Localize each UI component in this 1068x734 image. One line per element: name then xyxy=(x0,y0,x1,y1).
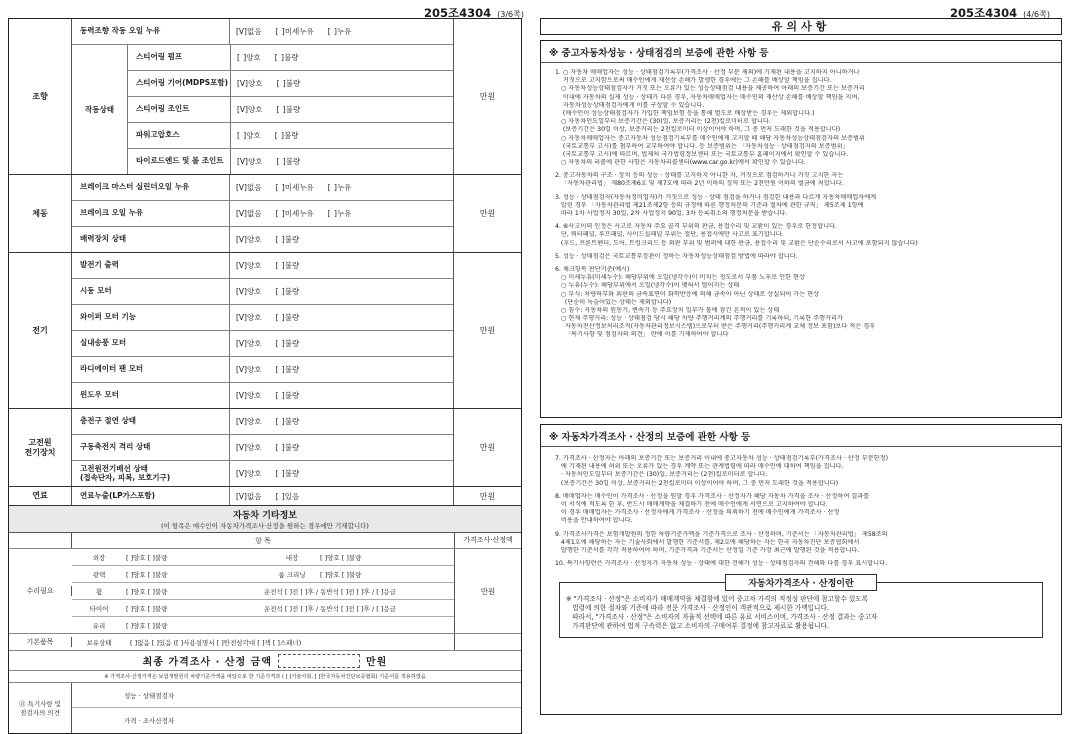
etc-basic-row xyxy=(9,634,521,651)
notice-line: 「자동차관리법」 제80조제6호 및 제7호에 따라 2년 이하의 징역 또는 2천만원 이하의 벌금에 처합니다. xyxy=(555,180,844,188)
check-option[interactable]: [ ]누유 xyxy=(327,27,352,36)
check-item-label: 구동축전지 격리 상태 xyxy=(72,435,230,460)
notice-line: 에 기재된 내용에 허위 또는 오류가 있는 경우 계약 또는 관계법령에 따라 매수인에 대하여 책임을 집니다. xyxy=(555,463,844,471)
price-definition-title: 자동차가격조사 · 산정이란 xyxy=(725,574,877,591)
check-options xyxy=(230,442,313,453)
group-body xyxy=(72,175,453,252)
check-option[interactable]: [ ]불량 xyxy=(274,53,299,62)
check-row xyxy=(128,123,453,149)
etc-value[interactable]: [ ]양호 [ ]불량 xyxy=(126,621,168,630)
final-price-unit: 만원 xyxy=(366,657,388,668)
check-item-label: 발전기 출력 xyxy=(72,253,230,278)
check-option[interactable]: [V]양호 xyxy=(237,105,263,114)
check-option[interactable]: [V]양호 xyxy=(236,443,262,452)
check-options xyxy=(230,390,313,401)
group-4 xyxy=(9,487,521,506)
check-options xyxy=(230,26,365,37)
check-item-label: 연료누출(LP가스포함) xyxy=(72,487,230,505)
notice-line: (단순히 녹슬어있는 상태는 제외합니다) xyxy=(555,298,672,306)
etc-column-header xyxy=(9,533,521,549)
etc-line xyxy=(72,583,454,600)
check-row xyxy=(128,71,453,97)
etc-line xyxy=(72,600,454,617)
subgroup-items xyxy=(128,45,453,174)
notice-line: 5. 성능 · 상태점검은 국토교통부장관이 정하는 자동차성능상태점검 방법에 따라야 합니다. xyxy=(555,252,798,260)
check-option[interactable]: [V]양호 xyxy=(236,417,262,426)
etc-key: 유리 xyxy=(92,621,106,630)
check-option[interactable]: [ ]불량 xyxy=(276,105,301,114)
check-row xyxy=(128,97,453,123)
check-option[interactable]: [V]양호 xyxy=(236,235,262,244)
definition-line: 법령에 의한 절차와 기준에 따라 전문 가격조사 · 산정인이 객관적으로 제시한 가액입니다. xyxy=(566,604,829,613)
check-option[interactable]: [V]없음 xyxy=(236,491,262,501)
check-option[interactable]: [V]양호 xyxy=(236,469,262,478)
final-price-row xyxy=(9,651,521,671)
etc-basic-body xyxy=(72,634,454,650)
check-item-label: 브레이크 마스터 실린더오일 누유 xyxy=(72,175,230,200)
notice-line: ○ 미세누유(미세누수): 해당부위에 오일(냉각수)이 비치는 정도로서 부품 노후로 인한 현상 xyxy=(555,274,805,282)
group-label: 전기 xyxy=(9,253,72,408)
notice-line: 이내에 자동차의 실제 성능 · 상태가 다른 경우, 자동차매매업자는 매수인의 재산상 손해를 배상할 책임을 지며, xyxy=(555,93,860,101)
check-row xyxy=(128,45,453,71)
check-option[interactable]: [ ]불량 xyxy=(275,313,300,322)
group-price: 만원 xyxy=(453,253,521,408)
definition-line: 따라서, "가격조사 · 산정"은 소비자의 자율적 선택에 따른 유료 서비스이며, 가격조사 · 산정 결과는 중고자 xyxy=(566,613,878,622)
etc-key2: 운전석 [ ]전 [ ]후 / 동반석 [ ]전 [ ]후 / [ ]응급 xyxy=(264,587,396,596)
check-option[interactable]: [ ]불량 xyxy=(275,365,300,374)
check-item-label: 타이로드엔드 및 볼 조인트 xyxy=(128,149,231,174)
etc-line xyxy=(72,566,454,583)
check-options xyxy=(230,491,313,502)
notice-line: 7. 가격조사 · 산정자는 아래의 보증기간 또는 보증거리 이내에 중고자동차 성능 · 상태점검기록부(가격조사 · 산정 부분한정) xyxy=(555,455,889,462)
notice-line: ○ 자동차성능상태점검자가 거짓 또는 오류가 있는 성능상태점검 내용을 제공하여 아래의 보증기간 또는 보증거리 xyxy=(555,85,865,93)
check-option[interactable]: [V]양호 xyxy=(236,287,262,296)
notice-line: 4. ⑥사고이력 인정은 사고로 자동차 주요 골격 부위의 판금, 용접수리 및 교환이 있는 경우로 한정합니다. xyxy=(555,223,838,231)
etc-value[interactable]: [ ]양호 [ ]불량 xyxy=(126,570,168,579)
check-row xyxy=(72,279,453,305)
check-option[interactable]: [ ]불량 xyxy=(275,469,300,478)
check-options xyxy=(230,182,365,193)
notice-line: 8. 매매업자는 매수인이 가격조사 · 산정을 원할 경우 가격조사 · 산정자가 해당 자동차 가격을 조사 · 산정하여 결과를 xyxy=(555,492,870,500)
notice-line: 이 서식에 적도록 한 후, 반드시 매매계약을 체결하기 전에 매수인에게 서면으로 고지하여야 합니다. xyxy=(555,500,828,508)
notice-line: 자동차전산정보처리조직(자동차관리정보시스템)으로부터 받은 주행거리(주행거리계 교체 정보 포함)보다 적은 경우 xyxy=(555,323,876,331)
price-definition-body xyxy=(560,591,1042,637)
opinion-label: ⑬ 특기사항 및 점검자의 의견 xyxy=(9,683,72,733)
notice-line: 알린 경우 「자동차관리법 제21조제2항 등의 규정에 따른 행정처분의 기준과 절차에 관한 규칙」 제5조제 1항에 xyxy=(555,201,864,209)
check-option[interactable]: [ ]불량 xyxy=(276,79,301,88)
section1-body xyxy=(541,63,1061,340)
check-options xyxy=(231,156,314,167)
etc-key2: 운전석 [ ]전 [ ]후 / 동반석 [ ]전 [ ]후 / [ ]응급 xyxy=(264,604,396,613)
group-price: 만원 xyxy=(453,19,521,174)
check-row xyxy=(128,149,453,174)
inspection-warranty-section xyxy=(540,40,1062,418)
subgroup-label: 작동상태 xyxy=(72,45,128,174)
check-row xyxy=(72,331,453,357)
etc-key: 타이어 xyxy=(89,604,109,613)
notice-line: ○ 부식: 차량하부와 외판의 금속표면이 화학반응에 의해 금속이 아닌 상태로 상실되어 가는 현상 xyxy=(555,290,820,298)
notice-line: 「특기사항 및 점검자의 의견」 란에 이를 기재하여야 합니다 xyxy=(555,331,729,339)
check-options xyxy=(230,468,313,479)
notice-line: ○ 자동차의 리콜에 관한 사항은 자동차리콜센터(www.car.go.kr)에서 확인할 수 있습니다. xyxy=(555,159,806,167)
check-item-label: 스티어링 조인트 xyxy=(128,97,231,122)
notice-line: 비용을 안내하여야 합니다. xyxy=(555,517,633,525)
check-item-label: 시동 모터 xyxy=(72,279,230,304)
left-page xyxy=(0,0,532,725)
etc-value[interactable]: [ ]양호 [ ]불량 xyxy=(126,587,168,596)
check-row xyxy=(72,383,453,408)
check-option[interactable]: [ ]미세누유 xyxy=(275,27,314,36)
notice-line: ○ 누유(누수): 해당부위에서 오일(냉각수)이 맺혀서 떨어지는 상태 xyxy=(555,282,740,290)
check-option[interactable]: [ ]양호 xyxy=(237,131,261,140)
check-row xyxy=(72,175,453,201)
check-option[interactable]: [ ]불량 xyxy=(274,131,299,140)
group-label: 고전원 전기장치 xyxy=(9,409,72,486)
check-row xyxy=(72,227,453,252)
inspection-table xyxy=(8,18,522,734)
notice-line: 3. 성능 · 상태점검자(자동차정비업자)가 거짓으로 성능 · 상태 점검을 하거나 점검한 내용과 다르게 자동차매매업자에게 xyxy=(555,193,877,201)
notice-line: ○ 자동차인도일부터 보증기간은 (30)일, 보증거리는 (2천)킬로미터로 합니다. xyxy=(555,118,771,126)
etc-line xyxy=(72,549,454,566)
check-row xyxy=(72,305,453,331)
check-options xyxy=(230,416,313,427)
check-item-label: 충전구 절연 상태 xyxy=(72,409,230,434)
etc-subtitle: (이 항목은 매수인이 자동차가격조사·산정을 원하는 경우에만 기재합니다) xyxy=(161,522,369,530)
check-option[interactable]: [ ]불량 xyxy=(276,157,301,166)
check-row xyxy=(72,409,453,435)
notice-line: 단, 쿼터패널, 루프패널, 사이드실패널 부위는 절단, 용접시에만 사고로 표기합니다. xyxy=(555,231,784,239)
check-row xyxy=(72,201,453,227)
check-item-label: 실내송풍 모터 xyxy=(72,331,230,356)
etc-value2[interactable]: [ ]양호 [ ]불량 xyxy=(320,553,362,562)
check-options xyxy=(230,364,313,375)
check-item-label: 윈도우 모터 xyxy=(72,383,230,408)
section2-body xyxy=(541,447,1061,568)
etc-value[interactable]: [ ]없음 [ ]있음 ([ ]사용설명서 [ ]안전삼각대 [ ]잭 [ ]스패너) xyxy=(130,638,302,647)
notice-line: (국토교통부 고시)를 첨부하여 교부하여야 합니다. 등 보증범위는 「자동차성능 · 상태점검자의 보증범위」 xyxy=(555,142,849,150)
etc-price-blank xyxy=(454,634,521,650)
check-options xyxy=(230,286,313,297)
etc-value[interactable]: [ ]양호 [ ]불량 xyxy=(126,604,168,613)
notice-line: 이 경우 매매업자는 가격조사 · 산정자에게 가격조사 · 산정을 의뢰하기 전에 매수인에게 가격조사 · 산정 xyxy=(555,509,840,517)
notice-line: (보증기간은 30일 이상, 보증거리는 2천킬로미터 이상이어야 하며, 그 중 먼저 도래한 것을 적용합니다) xyxy=(555,126,841,134)
check-row xyxy=(72,357,453,383)
check-option[interactable]: [ ]불량 xyxy=(275,417,300,426)
etc-value[interactable]: [ ]양호 [ ]불량 xyxy=(126,553,168,562)
check-option[interactable]: [ ]있음 xyxy=(275,491,300,501)
etc-title: 자동차 기타정보 xyxy=(233,511,297,521)
group-body xyxy=(72,409,453,486)
etc-key2: 내장 xyxy=(285,553,299,562)
check-option[interactable]: [V]양호 xyxy=(236,313,262,322)
etc-col-price: 가격조사·산정액 xyxy=(454,533,521,548)
check-options xyxy=(230,338,313,349)
check-option[interactable]: [V]없음 xyxy=(236,209,262,218)
notice-line: 10. 특기사항란은 가격조사 · 산정자가 자동차 성능 · 상태에 대한 견해가 성능 · 상태점검자의 견해와 다를 경우 표시합니다. xyxy=(555,560,888,568)
definition-line: ※ "가격조사 · 산정"은 소비자가 매매계약을 체결함에 있어 중고차 가격의 적정성 판단에 참고할수 있도록 xyxy=(566,595,869,604)
notice-line: ○ 자동차매매업자는 중고자동차 성능점검기록부를 매수인에게 고지할 때 해당 자동차성능상태점검자의 보증범위 xyxy=(555,134,865,142)
price-definition-box xyxy=(559,579,1043,638)
check-option[interactable]: [ ]불량 xyxy=(275,391,300,400)
group-0 xyxy=(9,19,521,175)
notice-line: (매수인이 성능상태점검자가 가입한 책임보험 등을 통해 별도로 배상받는 경우는 제외합니다.) xyxy=(555,109,815,117)
check-options xyxy=(231,52,312,63)
etc-value2[interactable]: [ ]양호 [ ]불량 xyxy=(320,570,362,579)
final-price-label: 최종 가격조사 · 산정 금액 xyxy=(142,657,272,668)
check-row xyxy=(72,487,453,505)
etc-repair-row xyxy=(9,549,521,634)
etc-key: 휠 xyxy=(95,587,103,596)
check-item-label: 배력장치 상태 xyxy=(72,227,230,252)
group-body xyxy=(72,253,453,408)
notice-line: 2. 중고자동차의 구조 · 장치 등의 성능 · 상태를 고지하지 아니한 자, 거짓으로 점검하거나 거짓 고지한 자는 xyxy=(555,172,844,180)
etc-col-item: 항 목 xyxy=(255,536,271,545)
opinion-row[interactable]: 가격 · 조사산정자 xyxy=(124,717,175,725)
check-option[interactable]: [V]양호 xyxy=(237,79,263,88)
check-item-label: 브레이크 오일 누유 xyxy=(72,201,230,226)
opinion-section xyxy=(9,683,521,733)
definition-line: 가격판단에 관하여 법적 구속력은 없고 소비자의 구매여부 결정에 참고자료로 활용됩니다. xyxy=(566,621,829,630)
check-options xyxy=(230,260,313,271)
check-row xyxy=(72,461,453,486)
subgroup xyxy=(72,45,453,174)
opinion-row[interactable]: 성능 · 상태점검자 xyxy=(72,683,521,708)
notice-line: 자동차성능상태점검자에게 이를 구상할 수 있습니다. xyxy=(555,101,705,109)
check-item-label: 와이퍼 모터 기능 xyxy=(72,305,230,330)
section2-title: ※ 자동차가격조사 · 산정의 보증에 관한 사항 등 xyxy=(541,425,1061,447)
page-indicator: (4/6쪽) xyxy=(1023,10,1050,19)
etc-key: 보유상태 xyxy=(86,638,112,647)
group-label: 조향 xyxy=(9,19,72,174)
check-option[interactable]: [ ]불량 xyxy=(275,443,300,452)
notice-line: (보증기간은 30일 이상, 보증거리는 2천킬로미터 이상이어야 하며, 그 중 먼저 도래한 것을 적용합니다) xyxy=(555,479,839,487)
check-option[interactable]: [V]양호 xyxy=(237,157,263,166)
check-options xyxy=(230,234,313,245)
notice-line: ○ 침수: 자동차의 원동기, 변속기 등 주요장치 일부가 물에 잠긴 흔적이 있는 상태 xyxy=(555,306,780,314)
notice-line: 거짓으로 고지함으로써 매수인에게 재산상 손해가 발생한 경우에는 그 손해를 배상할 책임을 집니다. xyxy=(555,77,832,85)
check-options xyxy=(230,208,365,219)
check-row xyxy=(72,253,453,279)
check-options xyxy=(231,78,314,89)
etc-header xyxy=(9,506,521,533)
notice-line: ○ 현재 주행거리: 성능 · 상태점검 당시 해당 차량 주행거리계의 주행거리를 기록하되, 기록한 주행거리가 xyxy=(555,315,843,323)
notice-line: 4제1호에 해당하는 자는 기술사회에서 발행한 기준서를, 제2호에 해당하는 자는 한국 자동차진단 보증협회에서 xyxy=(555,538,860,546)
footnote: ※ 가격조사·산정가격은 보험개발원의 차량기준가액을 바탕으로 한 기준가격과 ( [ ]기술사회, [ ]한국자동차진단보증협회) 기준서를 적용하였음 xyxy=(9,671,521,683)
check-options xyxy=(231,130,312,141)
etc-body xyxy=(72,549,454,633)
etc-label: 수리필요 xyxy=(9,586,72,596)
check-item-label: 라디에이터 팬 모터 xyxy=(72,357,230,382)
price-warranty-section xyxy=(540,424,1062,715)
check-item-label: 파워고압호스 xyxy=(128,123,231,148)
group-body xyxy=(72,19,453,174)
check-row xyxy=(72,435,453,461)
check-option[interactable]: [ ]미세누유 xyxy=(275,209,314,218)
check-item-label: 스티어링 펌프 xyxy=(128,45,231,70)
check-item-label: 동력조향 작동 오일 누유 xyxy=(72,19,230,44)
notice-line: 따라 1차 사업정지 30일, 2차 사업정지 90일, 3차 등록취소의 행정처분을 받습니다. xyxy=(555,210,788,217)
check-option[interactable]: [ ]누유 xyxy=(327,183,352,192)
check-option[interactable]: [ ]불량 xyxy=(275,235,300,244)
check-item-label: 스티어링 기어(MDPS포함) xyxy=(128,71,231,96)
section1-title: ※ 중고자동차성능 · 상태점검의 보증에 관한 사항 등 xyxy=(541,41,1061,63)
notice-line: (후드, 프론트펜더, 도어, 트렁크리드 등 외판 부위 및 범퍼에 대한 판금, 용접수리 및 교환은 단순수리로서 사고에 포함되지 않습니다) xyxy=(555,239,918,247)
group-1 xyxy=(9,175,521,253)
page-indicator: (3/6쪽) xyxy=(497,10,524,19)
group-price: 만원 xyxy=(453,487,521,505)
notice-line: 9. 가격조사가격은 보험개발원의 정한 차량기준가액을 기준가격으로 조사 · 산정하며, 기준서는 「자동차관리법」 제58조의 xyxy=(555,530,888,538)
check-option[interactable]: [ ]불량 xyxy=(275,287,300,296)
etc-line xyxy=(72,617,454,633)
check-item-label: 고전원전기배선 상태 (접속단자, 피복, 보호기구) xyxy=(72,461,230,486)
check-option[interactable]: [V]없음 xyxy=(236,27,262,36)
group-price: 만원 xyxy=(453,409,521,486)
etc-key: 외장 xyxy=(92,553,106,562)
check-row xyxy=(72,19,453,45)
group-price: 만원 xyxy=(453,175,521,252)
etc-basic-label: 기본품목 xyxy=(9,637,72,647)
notice-line: (국토교통부 고시)에 따르며, 법제처 국가법령정보센터 또는 국토교통부 홈페이지에서 확인할 수 있습니다. xyxy=(555,150,849,158)
check-option[interactable]: [V]없음 xyxy=(236,183,262,192)
notice-line: 6. 체크항목 판단기준(예시) xyxy=(555,265,630,273)
etc-key: 광택 xyxy=(92,570,106,579)
opinion-rows xyxy=(72,683,521,733)
check-option[interactable]: [ ]불량 xyxy=(275,339,300,348)
group-3 xyxy=(9,409,521,487)
check-options xyxy=(231,104,314,115)
check-option[interactable]: [ ]미세누유 xyxy=(275,183,314,192)
etc-key2: 룸 크리닝 xyxy=(278,570,306,579)
group-body xyxy=(72,487,453,505)
final-price-input[interactable] xyxy=(278,654,360,668)
check-option[interactable]: [ ]불량 xyxy=(275,261,300,270)
group-label: 연료 xyxy=(9,487,72,505)
check-option[interactable]: [ ]양호 xyxy=(237,53,261,62)
notice-line: 1. ○ 자동차 매매업자는 성능 · 상태점검기록부(가격조사 · 산정 부분 제외)에 기재된 내용을 고지하지 아니하거나 xyxy=(555,69,860,76)
check-options xyxy=(230,312,313,323)
etc-line xyxy=(72,634,454,650)
group-label: 제동 xyxy=(9,175,72,252)
doc-number: 205조4304 xyxy=(950,6,1018,20)
etc-price: 만원 xyxy=(454,549,521,633)
check-option[interactable]: [V]양호 xyxy=(236,339,262,348)
check-option[interactable]: [V]양호 xyxy=(236,261,262,270)
notice-line: · 자동차인도일부터 보증기간은 (30)일, 보증거리는 (2천)킬로미터로 합니다. xyxy=(555,471,768,479)
notice-header: 유의사항 xyxy=(540,18,1062,35)
notice-line: 발행한 기준서를 각각 적용하여야 하며, 기준가격과 기준서는 산정일 기준 가장 최근에 발행된 것을 적용합니다. xyxy=(555,546,860,554)
check-option[interactable]: [ ]누유 xyxy=(327,209,352,218)
etc-colhead-blank xyxy=(9,533,72,548)
group-2 xyxy=(9,253,521,409)
right-page xyxy=(540,0,1064,719)
check-option[interactable]: [V]양호 xyxy=(236,391,262,400)
doc-number: 205조4304 xyxy=(424,6,492,20)
check-option[interactable]: [V]양호 xyxy=(236,365,262,374)
